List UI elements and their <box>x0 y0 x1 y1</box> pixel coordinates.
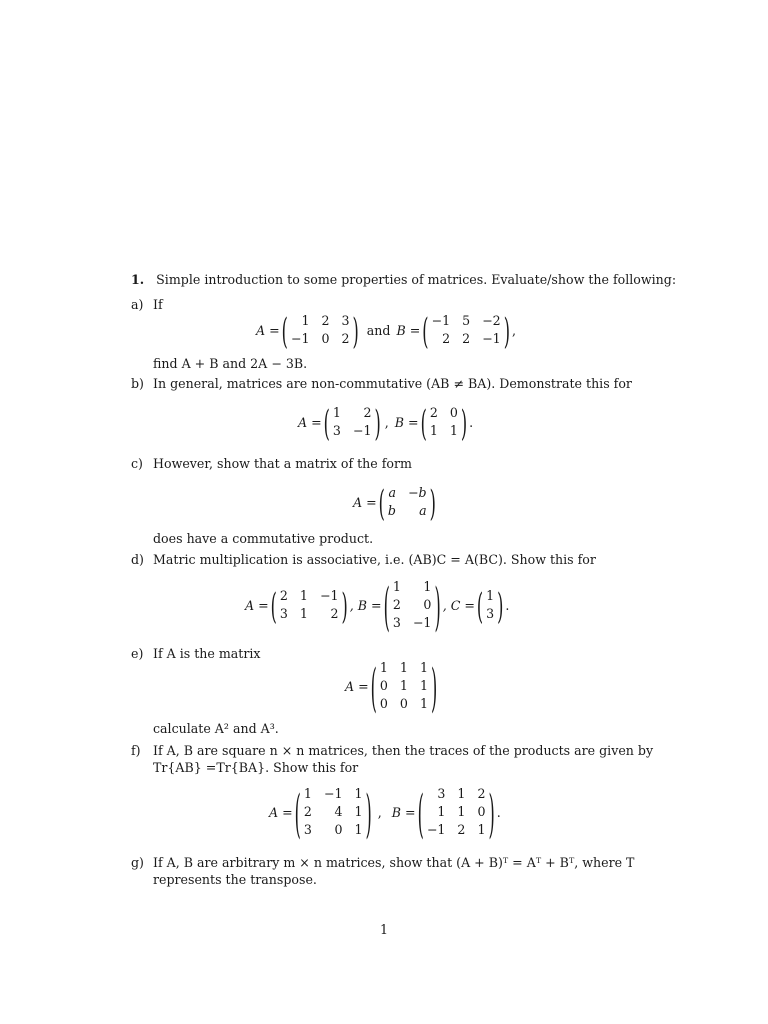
right-paren: ) <box>352 308 359 352</box>
matrix-cell: 1 <box>301 313 310 328</box>
matrix-cell: a <box>419 503 427 518</box>
matrix-a <box>282 310 359 350</box>
matrix-b <box>422 310 510 350</box>
matrix-cell: −1 <box>426 822 446 837</box>
matrix-cell: 1 <box>419 696 428 711</box>
matrix-b-name: B = <box>396 322 421 338</box>
right-paren: ) <box>341 583 348 627</box>
part-b-text: In general, matrices are non-commutative (AB ≠ BA). Demonstrate this for <box>153 376 632 391</box>
matrix-cell: −1 <box>323 786 343 801</box>
matrix-cell: 3 <box>392 615 401 630</box>
part-e-text: If A is the matrix <box>153 646 261 661</box>
left-paren: ( <box>383 574 390 636</box>
matrix-cell: b <box>387 503 396 518</box>
left-paren: ( <box>270 583 277 627</box>
right-paren: ) <box>488 781 495 843</box>
problem-number: 1. <box>131 272 145 287</box>
right-paren: ) <box>434 574 441 636</box>
matrix-cell: 2 <box>363 405 372 420</box>
left-paren: ( <box>281 308 288 352</box>
matrix-cell: −1 <box>319 588 339 603</box>
matrix-cell: 1 <box>457 786 466 801</box>
part-g-label: g) <box>131 855 144 870</box>
matrix-cell: 3 <box>279 606 288 621</box>
comma: , <box>384 414 389 430</box>
part-e-label: e) <box>131 646 144 661</box>
comma: , <box>377 804 382 820</box>
matrix-cell: 2 <box>341 331 350 346</box>
matrix-a-name: A = <box>298 414 322 430</box>
matrix-cell: 1 <box>437 804 446 819</box>
matrix-a <box>371 657 438 715</box>
matrix-b-name: , B = <box>349 597 382 613</box>
matrix-c <box>477 585 504 625</box>
left-paren: ( <box>417 781 424 843</box>
matrix-cell: −2 <box>482 313 501 328</box>
matrix-cell: 0 <box>399 696 408 711</box>
matrix-cell: 1 <box>379 660 388 675</box>
matrix-a-name: A = <box>345 678 369 694</box>
matrix-cell: 0 <box>379 678 388 693</box>
part-g-text-1: If A, B are arbitrary m × n matrices, show that (A + B)ᵀ = Aᵀ + Bᵀ, where T <box>153 855 635 870</box>
matrix-cell: 0 <box>449 405 458 420</box>
matrix-cell: 5 <box>462 313 471 328</box>
problem-intro: Simple introduction to some properties of matrices. Evaluate/show the following: <box>156 272 677 287</box>
matrix-cell: 1 <box>419 660 428 675</box>
matrix-cell: 1 <box>477 822 486 837</box>
matrix-cell: 3 <box>341 313 350 328</box>
part-d-text: Matric multiplication is associative, i.e. (AB)C = A(BC). Show this for <box>153 552 596 567</box>
matrix-cell: 3 <box>486 606 495 621</box>
matrix-cell: 1 <box>457 804 466 819</box>
matrix-cell: 1 <box>399 660 408 675</box>
matrix-a <box>324 402 381 442</box>
matrix-cell: 0 <box>334 822 343 837</box>
matrix-cell: 1 <box>486 588 495 603</box>
left-paren: ( <box>370 655 377 717</box>
matrix-cell: 2 <box>462 331 471 346</box>
and-word: and <box>366 322 391 338</box>
equation-tail: , <box>511 322 516 338</box>
matrix-cell: 0 <box>477 804 486 819</box>
matrix-a-name: A = <box>269 804 293 820</box>
right-paren: ) <box>430 655 438 717</box>
problem-heading <box>131 272 676 288</box>
part-a-label: a) <box>131 297 144 312</box>
matrix-cell: 4 <box>334 804 343 819</box>
left-paren: ( <box>420 400 427 444</box>
right-paren: ) <box>497 583 504 627</box>
matrix-b <box>421 402 468 442</box>
matrix-cell: −b <box>407 485 427 500</box>
part-e-after: calculate A² and A³. <box>153 721 279 736</box>
matrix-cell: −1 <box>412 615 432 630</box>
matrix-a-name: A = <box>353 494 377 510</box>
left-paren: ( <box>422 308 429 352</box>
matrix-cell: 1 <box>399 678 408 693</box>
matrix-cell: −1 <box>290 331 310 346</box>
matrix-cell: 2 <box>303 804 312 819</box>
matrix-cell: 1 <box>449 423 458 438</box>
matrix-a-name: A = <box>256 322 280 338</box>
equation-tail: . <box>469 414 474 430</box>
part-c-label: c) <box>131 456 143 471</box>
right-paren: ) <box>429 480 436 524</box>
matrix-b-name: B = <box>394 414 419 430</box>
matrix-cell: 1 <box>392 579 401 594</box>
right-paren: ) <box>460 400 468 444</box>
matrix-cell: 1 <box>429 423 438 438</box>
matrix-cell: 2 <box>442 331 451 346</box>
matrix-cell: 3 <box>437 786 446 801</box>
part-c-text: However, show that a matrix of the form <box>153 456 412 471</box>
matrix-cell: 0 <box>379 696 388 711</box>
matrix-c-name: , C = <box>442 597 475 613</box>
page-number: 1 <box>379 922 388 937</box>
matrix-cell: 1 <box>423 579 432 594</box>
matrix-cell: 1 <box>354 786 363 801</box>
matrix-cell: 0 <box>321 331 330 346</box>
matrix-cell: 1 <box>303 786 312 801</box>
matrix-cell: 1 <box>354 822 363 837</box>
part-e-equation <box>345 655 439 717</box>
matrix-b <box>418 783 495 841</box>
matrix-a <box>295 783 372 841</box>
matrix-cell: −1 <box>482 331 501 346</box>
matrix-a-name: A = <box>245 597 269 613</box>
matrix-cell: 2 <box>392 597 401 612</box>
part-a-equation <box>256 310 516 350</box>
matrix-cell: 3 <box>303 822 312 837</box>
part-c-equation <box>353 482 438 522</box>
equation-tail: . <box>505 597 510 613</box>
matrix-cell: −1 <box>352 423 372 438</box>
part-f-label: f) <box>131 743 141 758</box>
matrix-cell: 2 <box>279 588 288 603</box>
right-paren: ) <box>503 308 510 352</box>
matrix-cell: 1 <box>354 804 363 819</box>
part-d-label: d) <box>131 552 144 567</box>
part-a-find: find A + B and 2A − 3B. <box>153 356 308 371</box>
part-f-text-1: If A, B are square n × n matrices, then the traces of the products are given by <box>153 743 654 758</box>
right-paren: ) <box>365 781 372 843</box>
matrix-cell: 2 <box>321 313 330 328</box>
matrix-cell: 1 <box>299 606 308 621</box>
part-f-equation <box>269 781 501 843</box>
part-a-text: If <box>153 297 163 312</box>
matrix-cell: 1 <box>332 405 341 420</box>
part-g-text-2: represents the transpose. <box>153 872 317 887</box>
left-paren: ( <box>294 781 301 843</box>
matrix-cell: a <box>388 485 396 500</box>
matrix-cell: 0 <box>423 597 432 612</box>
left-paren: ( <box>378 480 385 524</box>
part-b-label: b) <box>131 376 144 391</box>
right-paren: ) <box>374 400 381 444</box>
part-b-equation <box>298 402 473 442</box>
matrix-cell: 1 <box>299 588 308 603</box>
matrix-cell: 2 <box>330 606 339 621</box>
matrix-cell: 1 <box>419 678 428 693</box>
matrix-cell: 2 <box>429 405 438 420</box>
equation-tail: . <box>496 804 501 820</box>
matrix-a <box>271 585 348 625</box>
part-f-text-2: Tr{AB} =Tr{BA}. Show this for <box>153 760 359 775</box>
left-paren: ( <box>323 400 330 444</box>
part-d-equation <box>245 574 510 636</box>
left-paren: ( <box>476 583 484 627</box>
matrix-cell: 2 <box>457 822 466 837</box>
part-c-after: does have a commutative product. <box>153 531 374 546</box>
matrix-cell: 3 <box>332 423 341 438</box>
matrix-cell: −1 <box>431 313 451 328</box>
matrix-b-name: B = <box>391 804 416 820</box>
matrix-cell: 2 <box>477 786 486 801</box>
